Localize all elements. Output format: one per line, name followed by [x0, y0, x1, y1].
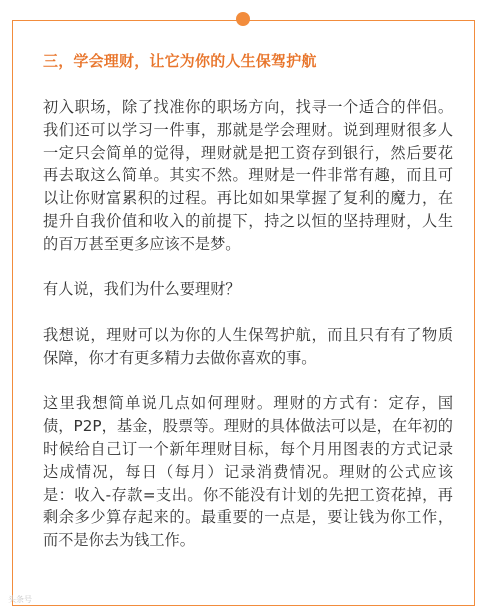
article-body [43, 96, 453, 552]
paragraph: 这里我想简单说几点如何理财。理财的方式有：定存，国债，P2P，基金，股票等。理财的具体做法可以是，在年初的时候给自己订一个新年理财目标，每个月用图表的方式记录达成情况，每日（每月）记录消费情况。理财的公式应该是：收入-存款=支出。你不能没有计划的先把工资花掉，再剩余多少算存起来的。最重要的一点是，要让钱为你工作，而不是你去为钱工作。 [43, 394, 453, 550]
article-heading: 三，学会理财，让它为你的人生保驾护航 [43, 52, 317, 70]
watermark: 头条号 [8, 595, 32, 604]
paragraph: 有人说，我们为什么要理财？ [43, 280, 241, 299]
paragraph: 初入职场，除了找准你的职场方向，找寻一个适合的伴侣。我们还可以学习一件事，那就是学会理财。说到理财很多人一定只会简单的觉得，理财就是把工资存到银行，然后要花再去取这么简单。其实不然。理财是一件非常有趣，而且可以让你财富累积的过程。再比如如果掌握了复利的魔力，在提升自我价值和收入的前提下，持之以恒的坚持理财，人生的百万甚至更多应该不是梦。 [43, 98, 453, 253]
paragraph: 我想说，理财可以为你的人生保驾护航，而且只有有了物质保障，你才有更多精力去做你喜欢的事。 [43, 325, 453, 367]
decorative-dot [236, 12, 250, 26]
